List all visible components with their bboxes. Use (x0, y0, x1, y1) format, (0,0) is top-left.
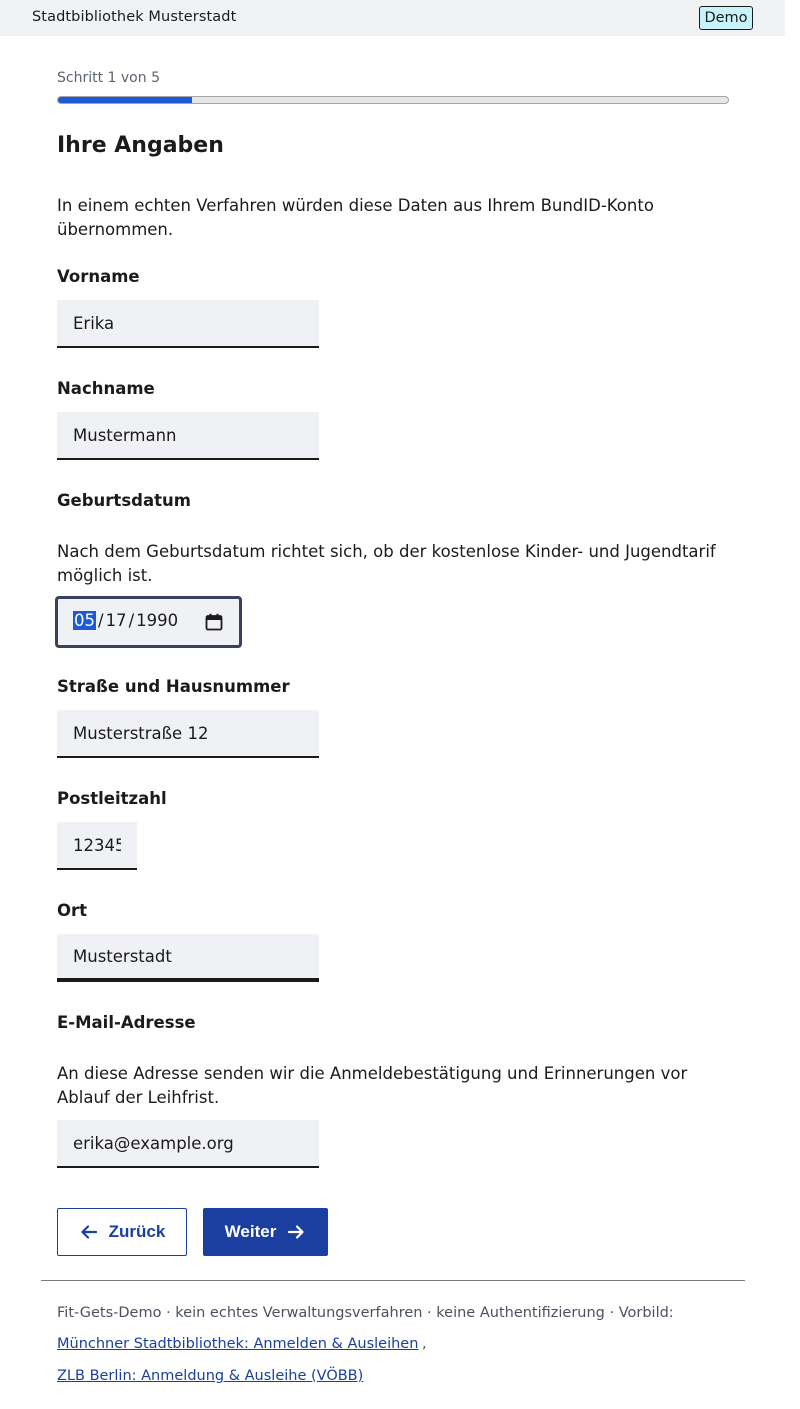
first-name-label: Vorname (57, 267, 140, 286)
first-name-input[interactable] (57, 300, 319, 348)
back-button-label: Zurück (108, 1222, 166, 1241)
page-title: Ihre Angaben (57, 133, 224, 158)
street-label: Straße und Hausnummer (57, 677, 290, 696)
top-bar (0, 0, 785, 36)
date-separator: / (128, 611, 135, 630)
footer-link-berlin[interactable]: ZLB Berlin: Anmeldung & Ausleihe (VÖBB) (57, 1368, 364, 1384)
street-input[interactable] (57, 710, 319, 758)
footer-divider (41, 1280, 745, 1281)
birthdate-day[interactable]: 17 (105, 611, 127, 630)
next-button-label: Weiter (224, 1222, 277, 1241)
footer-separator: , (422, 1336, 427, 1352)
city-label: Ort (57, 901, 88, 920)
intro-text: In einem echten Verfahren würden diese Daten aus Ihrem BundID-Konto übernommen. (57, 196, 654, 239)
email-input[interactable] (57, 1120, 319, 1168)
footer-text: Fit-Gets-Demo · kein echtes Verwaltungsverfahren · keine Authentifizierung · Vorbild: (57, 1305, 674, 1321)
birthdate-value (73, 611, 178, 630)
arrow-left-icon (79, 1222, 99, 1242)
demo-badge: Demo (699, 6, 753, 30)
progress-bar-fill (58, 97, 192, 103)
arrow-right-icon (286, 1222, 306, 1242)
zip-input[interactable] (57, 822, 137, 870)
birthdate-year[interactable]: 1990 (136, 611, 179, 630)
birthdate-hint: Nach dem Geburtsdatum richtet sich, ob der kostenlose Kinder- und Jugendtarif möglich ist. (57, 542, 716, 585)
back-button[interactable] (57, 1208, 187, 1256)
birthdate-month[interactable]: 05 (74, 611, 95, 630)
last-name-input[interactable] (57, 412, 319, 460)
birthdate-label: Geburtsdatum (57, 491, 191, 510)
progress-bar (57, 96, 729, 104)
zip-label: Postleitzahl (57, 789, 167, 808)
footer-link-munich[interactable]: Münchner Stadtbibliothek: Anmelden & Ausleihen (57, 1336, 419, 1352)
step-indicator: Schritt 1 von 5 (57, 70, 160, 86)
city-input[interactable] (57, 934, 319, 982)
birthdate-input[interactable] (55, 596, 242, 648)
calendar-icon[interactable] (205, 613, 223, 631)
site-brand: Stadtbibliothek Musterstadt (32, 9, 237, 25)
next-button[interactable] (203, 1208, 328, 1256)
date-separator: / (98, 611, 104, 630)
last-name-label: Nachname (57, 379, 155, 398)
email-label: E-Mail-Adresse (57, 1013, 196, 1032)
email-hint: An diese Adresse senden wir die Anmeldebestätigung und Erinnerungen vor Ablauf der Leihfrist. (57, 1064, 688, 1107)
